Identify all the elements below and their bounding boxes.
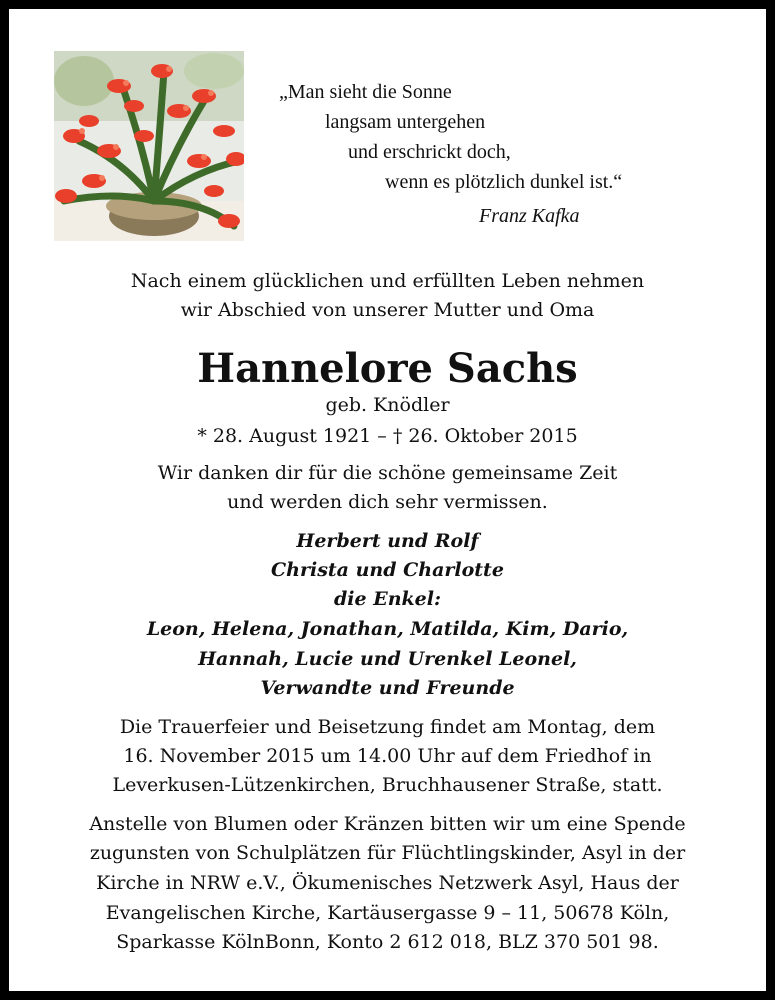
donation-line: Evangelischen Kirche, Kartäusergasse 9 – 11, 50678 Köln, bbox=[105, 902, 670, 924]
maiden-name: geb. Knödler bbox=[325, 394, 450, 416]
quote-author: Franz Kafka bbox=[479, 205, 580, 227]
deceased-name: Hannelore Sachs bbox=[197, 345, 578, 392]
donation-line: Anstelle von Blumen oder Kränzen bitten wir um eine Spende bbox=[89, 813, 686, 835]
funeral-line: 16. November 2015 um 14.00 Uhr auf dem Friedhof in bbox=[123, 745, 652, 767]
mourner-line: die Enkel: bbox=[334, 588, 441, 610]
funeral-line: Die Trauerfeier und Beisetzung findet am Montag, dem bbox=[119, 716, 656, 738]
flower-photo bbox=[54, 51, 244, 241]
life-dates: * 28. August 1921 – † 26. Oktober 2015 bbox=[197, 425, 578, 447]
donation-line: zugunsten von Schulplätzen für Flüchtlingskinder, Asyl in der bbox=[89, 842, 686, 864]
mourner-line: Christa und Charlotte bbox=[271, 559, 504, 581]
mourner-line: Hannah, Lucie und Urenkel Leonel, bbox=[198, 648, 577, 670]
quote-line-2: langsam untergehen bbox=[325, 111, 486, 133]
flower-image bbox=[54, 51, 244, 241]
quote-line-3: und erschrickt doch, bbox=[348, 141, 511, 163]
donation-line: Sparkasse KölnBonn, Konto 2 612 018, BLZ 370 501 98. bbox=[116, 931, 659, 953]
mourner-line: Leon, Helena, Jonathan, Matilda, Kim, Dario, bbox=[146, 618, 629, 640]
quote-line-1: „Man sieht die Sonne bbox=[279, 81, 452, 103]
intro-line-1: Nach einem glücklichen und erfüllten Leben nehmen bbox=[130, 270, 645, 292]
quote-line-4: wenn es plötzlich dunkel ist.“ bbox=[385, 171, 623, 193]
mourner-line: Verwandte und Freunde bbox=[260, 677, 515, 699]
donation-line: Kirche in NRW e.V., Ökumenisches Netzwerk Asyl, Haus der bbox=[96, 872, 679, 894]
thanks-line-2: und werden dich sehr vermissen. bbox=[227, 491, 548, 513]
funeral-line: Leverkusen-Lützenkirchen, Bruchhausener Straße, statt. bbox=[112, 774, 663, 796]
intro-line-2: wir Abschied von unserer Mutter und Oma bbox=[180, 299, 595, 321]
thanks-line-1: Wir danken dir für die schöne gemeinsame Zeit bbox=[157, 462, 618, 484]
mourner-line: Herbert und Rolf bbox=[296, 530, 479, 552]
